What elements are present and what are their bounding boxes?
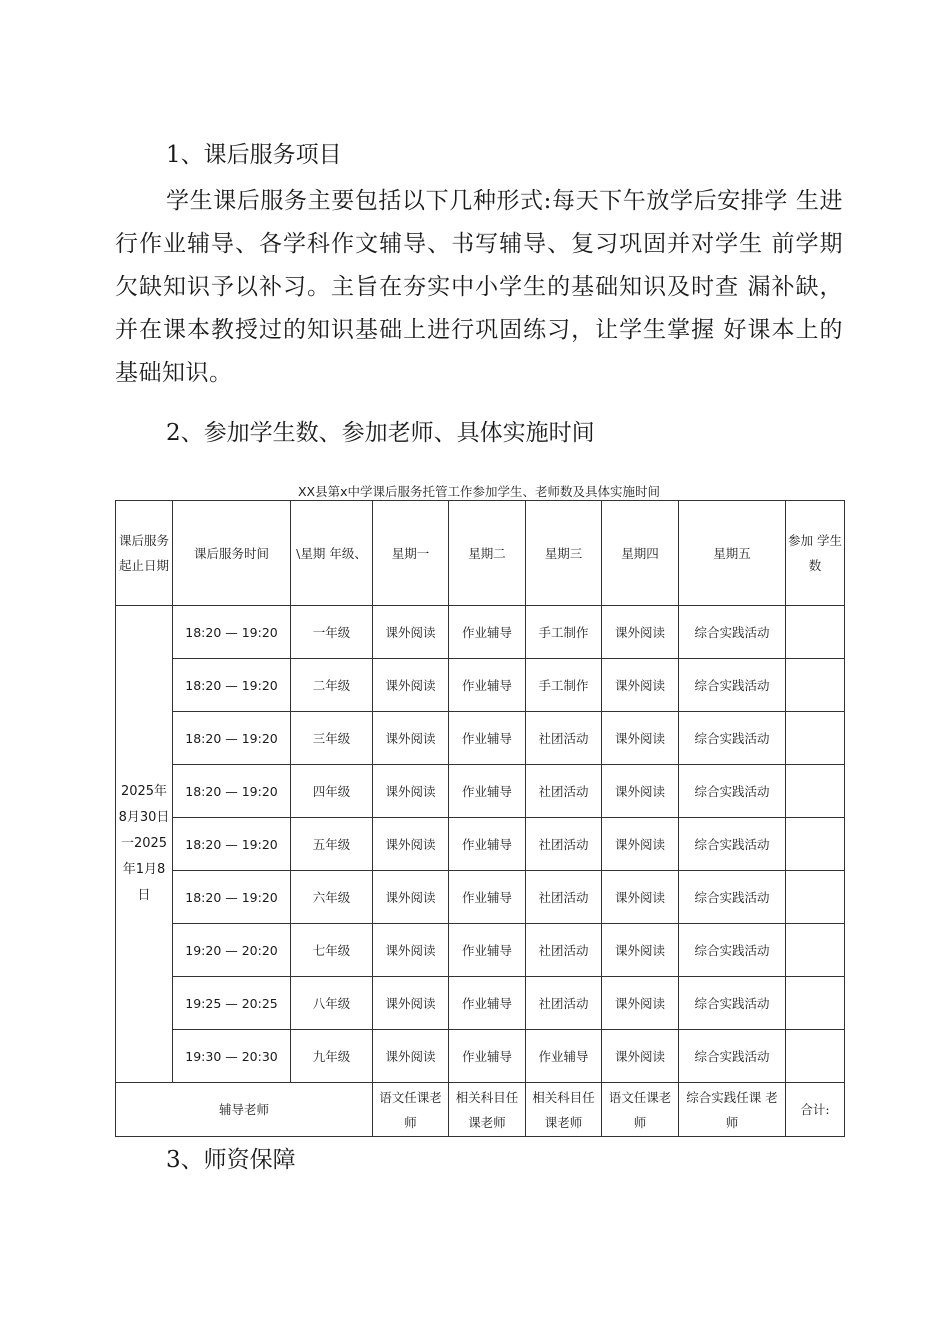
cell-thu: 课外阅读: [602, 765, 679, 818]
header-tue: 星期二: [449, 501, 526, 606]
cell-tue: 作业辅导: [449, 765, 526, 818]
cell-students: [786, 924, 845, 977]
cell-students: [786, 606, 845, 659]
header-time: 课后服务时间: [173, 501, 291, 606]
cell-wed: 社团活动: [526, 818, 602, 871]
table-row: [116, 818, 845, 871]
cell-mon: 课外阅读: [373, 1030, 449, 1083]
cell-mon: 课外阅读: [373, 871, 449, 924]
cell-wed: 社团活动: [526, 924, 602, 977]
cell-time: 18:20 — 19:20: [173, 871, 291, 924]
cell-thu: 课外阅读: [602, 977, 679, 1030]
cell-thu: 课外阅读: [602, 1030, 679, 1083]
table-row: [116, 977, 845, 1030]
cell-tue: 作业辅导: [449, 818, 526, 871]
cell-fri: 综合实践活动: [679, 818, 786, 871]
cell-tue: 作业辅导: [449, 924, 526, 977]
cell-thu: 课外阅读: [602, 871, 679, 924]
cell-grade: 四年级: [291, 765, 373, 818]
cell-wed: 作业辅导: [526, 1030, 602, 1083]
cell-tue: 作业辅导: [449, 1030, 526, 1083]
cell-wed: 社团活动: [526, 712, 602, 765]
footer-total: 合计:: [786, 1083, 845, 1137]
cell-fri: 综合实践活动: [679, 712, 786, 765]
table-row: [116, 924, 845, 977]
table-footer-row: [116, 1083, 845, 1137]
cell-time: 18:20 — 19:20: [173, 712, 291, 765]
cell-time: 18:20 — 19:20: [173, 818, 291, 871]
header-mon: 星期一: [373, 501, 449, 606]
cell-tue: 作业辅导: [449, 977, 526, 1030]
cell-grade: 九年级: [291, 1030, 373, 1083]
cell-students: [786, 977, 845, 1030]
cell-time: 18:20 — 19:20: [173, 659, 291, 712]
footer-mon: 语文任课老师: [373, 1083, 449, 1137]
table-row: [116, 659, 845, 712]
cell-grade: 二年级: [291, 659, 373, 712]
cell-fri: 综合实践活动: [679, 871, 786, 924]
cell-fri: 综合实践活动: [679, 1030, 786, 1083]
cell-wed: 社团活动: [526, 977, 602, 1030]
cell-thu: 课外阅读: [602, 924, 679, 977]
schedule-table: [115, 500, 845, 1137]
cell-time: 19:30 — 20:30: [173, 1030, 291, 1083]
cell-mon: 课外阅读: [373, 712, 449, 765]
cell-time: 18:20 — 19:20: [173, 606, 291, 659]
cell-time: 19:20 — 20:20: [173, 924, 291, 977]
cell-mon: 课外阅读: [373, 924, 449, 977]
cell-tue: 作业辅导: [449, 659, 526, 712]
cell-tue: 作业辅导: [449, 606, 526, 659]
footer-fri: 综合实践任课 老师: [679, 1083, 786, 1137]
cell-grade: 六年级: [291, 871, 373, 924]
cell-thu: 课外阅读: [602, 659, 679, 712]
table-row: [116, 606, 845, 659]
cell-thu: 课外阅读: [602, 818, 679, 871]
cell-wed: 手工制作: [526, 659, 602, 712]
footer-label: 辅导老师: [116, 1083, 373, 1137]
cell-thu: 课外阅读: [602, 606, 679, 659]
table-row: [116, 765, 845, 818]
date-range-cell: 2025年8月30日一2025年1月8日: [116, 606, 173, 1083]
table-header-row: [116, 501, 845, 606]
cell-fri: 综合实践活动: [679, 977, 786, 1030]
cell-grade: 八年级: [291, 977, 373, 1030]
section-1-body: 学生课后服务主要包括以下几种形式:每天下午放学后安排学 生进行作业辅导、各学科作文辅导、书写辅导、复习巩固并对学生 前学期欠缺知识予以补习。主旨在夯实中小学生的基础知识及时查 漏补缺，并在课本教授过的知识基础上进行巩固练习，让学生掌握 好课本上的基础知识。: [115, 188, 843, 386]
cell-mon: 课外阅读: [373, 765, 449, 818]
footer-wed: 相关科目任课老师: [526, 1083, 602, 1137]
cell-students: [786, 818, 845, 871]
header-students: 参加 学生 数: [786, 501, 845, 606]
cell-grade: 一年级: [291, 606, 373, 659]
cell-mon: 课外阅读: [373, 659, 449, 712]
cell-wed: 社团活动: [526, 871, 602, 924]
cell-time: 19:25 — 20:25: [173, 977, 291, 1030]
cell-students: [786, 765, 845, 818]
cell-students: [786, 659, 845, 712]
cell-grade: 五年级: [291, 818, 373, 871]
section-1-heading: 1、课后服务项目: [166, 142, 342, 168]
section-3-heading: 3、师资保障: [166, 1147, 296, 1173]
header-wed: 星期三: [526, 501, 602, 606]
cell-mon: 课外阅读: [373, 606, 449, 659]
cell-tue: 作业辅导: [449, 712, 526, 765]
cell-mon: 课外阅读: [373, 818, 449, 871]
header-fri: 星期五: [679, 501, 786, 606]
cell-fri: 综合实践活动: [679, 659, 786, 712]
cell-students: [786, 871, 845, 924]
cell-fri: 综合实践活动: [679, 606, 786, 659]
cell-fri: 综合实践活动: [679, 924, 786, 977]
cell-wed: 手工制作: [526, 606, 602, 659]
cell-wed: 社团活动: [526, 765, 602, 818]
cell-grade: 三年级: [291, 712, 373, 765]
cell-students: [786, 1030, 845, 1083]
table-row: [116, 712, 845, 765]
cell-tue: 作业辅导: [449, 871, 526, 924]
footer-thu: 语文任课老师: [602, 1083, 679, 1137]
cell-students: [786, 712, 845, 765]
header-thu: 星期四: [602, 501, 679, 606]
table-caption: XX县第x中学课后服务托管工作参加学生、老师数及具体实施时间: [297, 484, 661, 499]
footer-tue: 相关科目任课老师: [449, 1083, 526, 1137]
cell-grade: 七年级: [291, 924, 373, 977]
cell-time: 18:20 — 19:20: [173, 765, 291, 818]
table-row: [116, 1030, 845, 1083]
table-row: [116, 871, 845, 924]
cell-mon: 课外阅读: [373, 977, 449, 1030]
section-2-heading: 2、参加学生数、参加老师、具体实施时间: [166, 420, 595, 446]
header-date: 课后服务起止日期: [116, 501, 173, 606]
cell-thu: 课外阅读: [602, 712, 679, 765]
header-weekday-grade: \星期 年级、: [291, 501, 373, 606]
cell-fri: 综合实践活动: [679, 765, 786, 818]
